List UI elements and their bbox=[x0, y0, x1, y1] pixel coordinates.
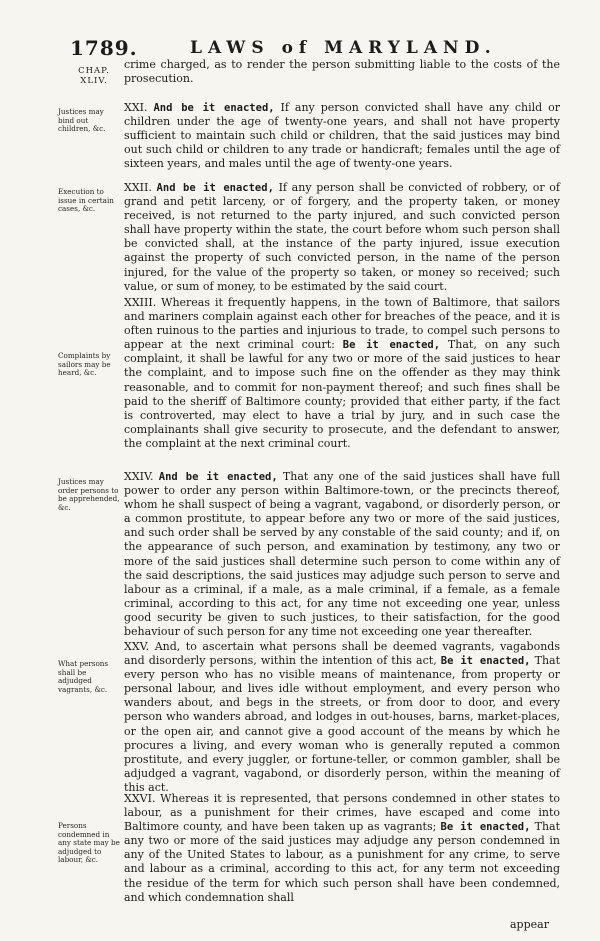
enacting-clause: Be it enacted, bbox=[440, 821, 531, 834]
chapter-note bbox=[64, 66, 124, 86]
section-text: If any person shall be convicted of robbery, or of grand and petit larceny, or of forgery, and the property taken, or money received, is not returned to the party injured, and such convicted person shall have property within the state, the court before whom such person shall be convicted shall, at the instance of the party injured, issue execution against the property of such convicted person, in the name of the person injured, for the value of the property so taken, or money so received; such value, or sum of money, to be estimated by the said court. bbox=[124, 181, 560, 293]
continuation-text: crime charged, as to render the person submitting liable to the costs of the prosecution. bbox=[124, 58, 560, 86]
section-xxi bbox=[124, 101, 560, 171]
chapter-number: XLIV. bbox=[80, 76, 108, 86]
section-number: XXV. bbox=[124, 640, 150, 653]
margin-note-xxii: Execution to issue in certain cases, &c. bbox=[58, 187, 114, 214]
section-text-after: That any two or more of the said justices may adjudge any person condemned in any of the United States to labour, as a punishment for any crime, to serve and labour as a criminal, according to this act, for any term not exceeding the residue of the term for which such person shall have been condemned, and which condemnation shall bbox=[124, 820, 561, 904]
section-text-before: Whereas it frequently happens, in the town of Baltimore, that sailors and mariners complain against each other for breaches of the peace, and it is often ruinous to the parties and injurious to trade, to compel such persons to appear at the next criminal court: bbox=[124, 296, 560, 352]
section-number: XXIII. bbox=[124, 296, 157, 309]
section-number: XXVI. bbox=[124, 792, 156, 805]
chapter-label: CHAP. bbox=[78, 66, 110, 76]
section-xxii bbox=[124, 181, 560, 294]
enacting-clause: And be it enacted, bbox=[158, 471, 278, 483]
margin-note-xxiii: Complaints by sailors may be heard, &c. bbox=[58, 351, 111, 378]
section-xxiii bbox=[124, 296, 560, 451]
margin-note-xxvi: Persons condemned in any state may be adjudged to labour, &c. bbox=[58, 821, 120, 865]
section-number: XXII. bbox=[124, 181, 152, 194]
margin-note-xxiv: Justices may order persons to be apprehended, &c. bbox=[58, 477, 120, 512]
section-xxv bbox=[124, 640, 560, 795]
continuation-paragraph bbox=[124, 58, 560, 86]
section-text: That any one of the said justices shall have full power to order any person within Baltimore-town, or the precincts thereof, whom he shall suspect of being a vagrant, vagabond, or disorderly person, or a common prostitute, to appear before any two or more of the said justices, and such order shall be served by any constable of the said county; and if, on the appearance of such person, and examination by testimony, any two or more of the said justices shall determine such person to come within any of the said descriptions, the said justices may adjudge such person to serve and labour as a criminal, if a male, as a male criminal, if a female, as a female criminal, according to this act, for any time not exceeding one year, unless good security be given to such justices, to their satisfaction, for the good behaviour of such person for any time not exceeding one year thereafter. bbox=[124, 470, 561, 639]
section-text-before: Whereas it is represented, that persons condemned in other states to labour, as a punishment for their crimes, have escaped and come into Baltimore county, and have been taken up as vagrants; bbox=[124, 792, 560, 834]
enacting-clause: Be it enacted, bbox=[342, 339, 441, 352]
section-text-after: That every person who has no visible means of maintenance, from property or personal labour, and lives idle without employment, and every person who wanders about, and begs in the streets, or from door to door, and every person who wanders abroad, and lodges in out-houses, barns, market-places, or the open air, and cannot give a good account of the means by which he procures a living, and every woman who is generally reputed a common prostitute, and every juggler, or fortune-teller, or common gambler, shall be adjudged a vagrant, vagabond, or disorderly person, within the meaning of this act. bbox=[124, 654, 561, 794]
catchword: appear bbox=[510, 918, 549, 931]
running-title: LAWS of MARYLAND. bbox=[190, 38, 497, 58]
section-text-after: That, on any such complaint, it shall be lawful for any two or more of the said justices to hear the complaint, and to impose such fine on the offender as they may think reasonable, and to commit for non-payment thereof; and such fines shall be paid to the sheriff of Baltimore county; provided that either party, if the fact is controverted, may elect to have a trial by jury, and in such case the complainants shall give security to prosecute, and the defendant to answer, the complaint at the next criminal court. bbox=[124, 338, 560, 450]
enacting-clause: Be it enacted, bbox=[440, 655, 531, 668]
section-text-before: And, to ascertain what persons shall be deemed vagrants, vagabonds and disorderly persons, within the intention of this act, bbox=[124, 640, 560, 668]
enacting-clause: And be it enacted, bbox=[153, 102, 275, 114]
enacting-clause: And be it enacted, bbox=[156, 182, 274, 194]
section-number: XXIV. bbox=[124, 470, 154, 483]
page-year: 1789. bbox=[70, 36, 138, 60]
section-text: If any person convicted shall have any child or children under the age of twenty-one years, and shall not have property sufficient to maintain such child or children, that the said justices may bind out such child or children to any trade or handicraft; females until the age of sixteen years, and males until the age of twenty-one years. bbox=[124, 101, 560, 171]
section-number: XXI. bbox=[124, 101, 148, 114]
section-xxiv bbox=[124, 470, 560, 639]
section-xxvi bbox=[124, 792, 560, 905]
margin-note-xxv: What persons shall be adjudged vagrants, &c. bbox=[58, 659, 109, 694]
margin-note-xxi: Justices may bind out children, &c. bbox=[58, 107, 106, 134]
